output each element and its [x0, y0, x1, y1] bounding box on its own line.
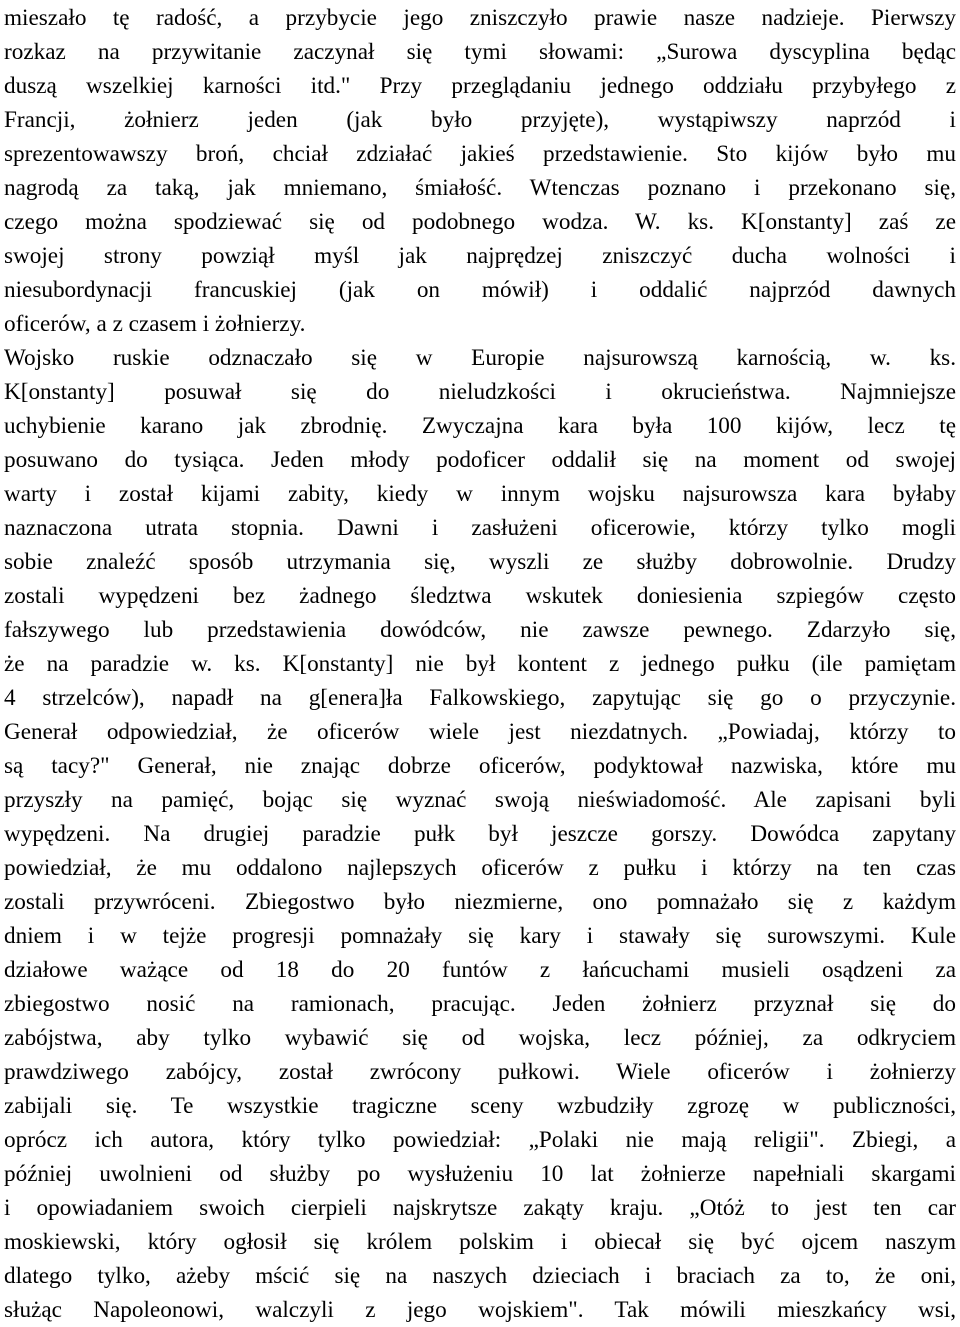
text-line: wypędzeni. Na drugiej paradzie pułk był jeszcze gorszy. Dowódca zapytany	[4, 821, 956, 847]
text-line: są tacy?" Generał, nie znając dobrze oficerów, podyktował nazwiska, które mu	[4, 753, 956, 779]
text-line: 4 strzelców), napadł na g[enera]ła Falkowskiego, zapytując się go o przyczynie.	[4, 685, 956, 711]
text-line: sobie znaleźć sposób utrzymania się, wyszli ze służby dobrowolnie. Drudzy	[4, 549, 956, 575]
text-line: powiedział, że mu oddalono najlepszych oficerów z pułku i którzy na ten czas	[4, 855, 956, 881]
text-line: zbiegostwo nosić na ramionach, pracując. Jeden żołnierz przyznał się do	[4, 991, 956, 1017]
text-line: oficerów, a z czasem i żołnierzy.	[4, 311, 306, 337]
text-line: Francji, żołnierz jeden (jak było przyjęte), wystąpiwszy naprzód i	[4, 107, 956, 133]
text-line: swojej strony powziął myśl jak najprędzej zniszczyć ducha wolności i	[4, 243, 956, 269]
text-line: rozkaz na przywitanie zaczynał się tymi słowami: „Surowa dyscyplina będąc	[4, 39, 956, 65]
text-line: moskiewski, który ogłosił się królem polskim i obiecał się być ojcem naszym	[4, 1229, 956, 1255]
text-line: dlatego tylko, ażeby mścić się na naszych dzieciach i braciach za to, że oni,	[4, 1263, 956, 1289]
text-line: K[onstanty] posuwał się do nieludzkości i okrucieństwa. Najmniejsze	[4, 379, 956, 405]
text-line: dniem i w tejże progresji pomnażały się kary i stawały się surowszymi. Kule	[4, 923, 956, 949]
text-line: że na paradzie w. ks. K[onstanty] nie był kontent z jednego pułku (ile pamiętam	[4, 651, 956, 677]
text-line: i opowiadaniem swoich cierpieli najskrytsze zakąty kraju. „Otóż to jest ten car	[4, 1195, 956, 1221]
text-line: naznaczona utrata stopnia. Dawni i zasłużeni oficerowie, którzy tylko mogli	[4, 515, 956, 541]
text-line: mieszało tę radość, a przybycie jego zniszczyło prawie nasze nadzieje. Pierwszy	[4, 5, 956, 31]
text-line: działowe ważące od 18 do 20 funtów z łańcuchami musieli osądzeni za	[4, 957, 956, 983]
text-line: Wojsko ruskie odznaczało się w Europie najsurowszą karnością, w. ks.	[4, 345, 956, 371]
text-line: uchybienie karano jak zbrodnię. Zwyczajna kara była 100 kijów, lecz tę	[4, 413, 956, 439]
text-line: służąc Napoleonowi, walczyli z jego wojskiem". Tak mówili mieszkańcy wsi,	[4, 1297, 956, 1323]
text-line: prawdziwego zabójcy, został zwrócony pułkowi. Wiele oficerów i żołnierzy	[4, 1059, 956, 1085]
text-line: sprezentowawszy broń, chciał zdziałać jakieś przedstawienie. Sto kijów było mu	[4, 141, 956, 167]
text-line: Generał odpowiedział, że oficerów wiele jest niezdatnych. „Powiadaj, którzy to	[4, 719, 956, 745]
text-line: posuwano do tysiąca. Jeden młody podoficer oddalił się na moment od swojej	[4, 447, 956, 473]
text-line: zabójstwa, aby tylko wybawić się od wojska, lecz później, za odkryciem	[4, 1025, 956, 1051]
text-line: warty i został kijami zabity, kiedy w innym wojsku najsurowsza kara byłaby	[4, 481, 956, 507]
text-line: przyszły na pamięć, bojąc się wyznać swoją nieświadomość. Ale zapisani byli	[4, 787, 956, 813]
text-line: duszą wszelkiej karności itd." Przy przeglądaniu jednego oddziału przybyłego z	[4, 73, 956, 99]
document-page	[4, 1, 956, 1327]
text-line: czego można spodziewać się od podobnego wodza. W. ks. K[onstanty] zaś ze	[4, 209, 956, 235]
text-line: nagrodą za taką, jak mniemano, śmiałość. Wtenczas poznano i przekonano się,	[4, 175, 956, 201]
text-line: później uwolnieni od służby po wysłużeniu 10 lat żołnierze napełniali skargami	[4, 1161, 956, 1187]
text-line: zabijali się. Te wszystkie tragiczne sceny wzbudziły zgrozę w publiczności,	[4, 1093, 956, 1119]
text-line: niesubordynacji francuskiej (jak on mówił) i oddalić najprzód dawnych	[4, 277, 956, 303]
text-line: zostali przywróceni. Zbiegostwo było niezmierne, ono pomnażało się z każdym	[4, 889, 956, 915]
text-line: fałszywego lub przedstawienia dowódców, nie zawsze pewnego. Zdarzyło się,	[4, 617, 956, 643]
text-line: zostali wypędzeni bez żadnego śledztwa wskutek doniesienia szpiegów często	[4, 583, 956, 609]
text-line: oprócz ich autora, który tylko powiedział: „Polaki nie mają religii". Zbiegi, a	[4, 1127, 956, 1153]
